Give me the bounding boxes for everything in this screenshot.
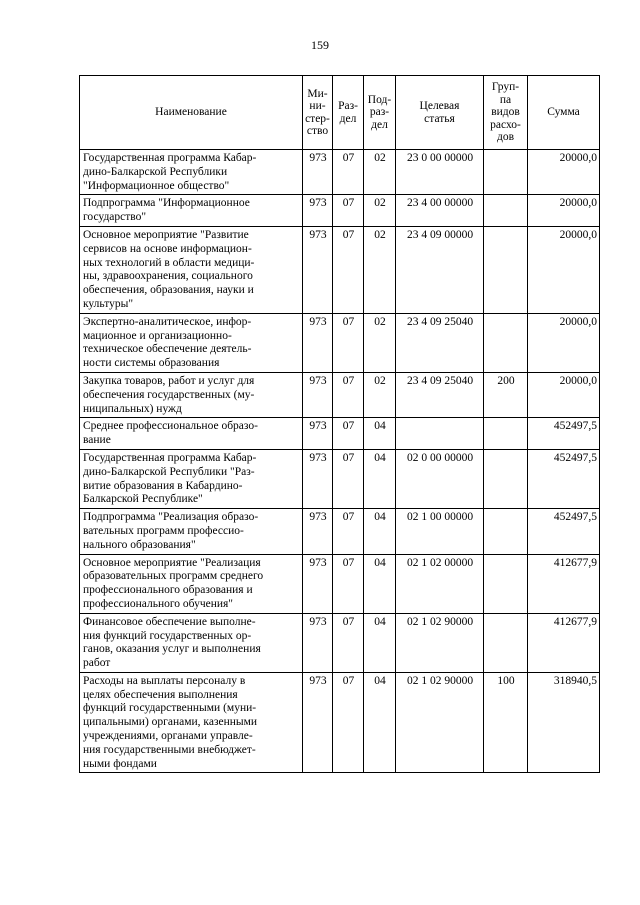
header-ministry [303, 76, 333, 150]
cell-podrazdel: 04 [364, 554, 396, 613]
cell-name-line: вательных программ профессио- [83, 524, 244, 537]
cell-name [80, 509, 303, 554]
header-line: па [499, 93, 512, 106]
header-line: ни- [309, 100, 326, 112]
cell-podrazdel: 02 [364, 372, 396, 417]
cell-name-line: профессионального обучения" [83, 597, 234, 610]
cell-name [80, 449, 303, 508]
header-line: дов [496, 131, 515, 144]
cell-name-line: сервисов на основе информацион- [83, 242, 252, 255]
cell-podrazdel: 04 [364, 418, 396, 450]
cell-name-line: Экспертно-аналитическое, инфор- [83, 315, 252, 328]
cell-sum: 412677,9 [528, 613, 600, 672]
cell-vid [484, 418, 528, 450]
cell-razdel: 07 [333, 195, 364, 227]
cell-name-line: ны, здравоохранения, социального [83, 270, 253, 283]
cell-ministry: 973 [303, 613, 333, 672]
cell-ministry: 973 [303, 554, 333, 613]
cell-podrazdel: 04 [364, 613, 396, 672]
table-row [80, 672, 600, 773]
header-line: видов [491, 106, 520, 119]
header-razdel [333, 76, 364, 150]
cell-vid [484, 509, 528, 554]
cell-name-line: техническое обеспечение деятель- [83, 343, 252, 356]
cell-sum: 20000,0 [528, 195, 600, 227]
cell-razdel: 07 [333, 150, 364, 195]
cell-name-line: государство" [83, 211, 147, 224]
cell-name-line: вание [83, 434, 111, 447]
cell-ministry: 973 [303, 509, 333, 554]
cell-name-line: ния государственными внебюджет- [83, 743, 256, 756]
cell-vid [484, 150, 528, 195]
cell-target: 02 1 00 00000 [396, 509, 484, 554]
header-line: ство [306, 125, 329, 137]
cell-name-line: Государственная программа Кабар- [83, 451, 257, 464]
cell-name-line: Государственная программа Кабар- [83, 152, 257, 164]
cell-vid [484, 195, 528, 227]
cell-ministry: 973 [303, 150, 333, 195]
header-line: дел [371, 118, 388, 131]
cell-razdel: 07 [333, 226, 364, 313]
cell-name-line: мационное и организационно- [83, 329, 232, 342]
cell-name-line: Среднее профессиональное образо- [83, 420, 258, 433]
cell-target: 23 4 09 25040 [396, 372, 484, 417]
cell-razdel: 07 [333, 449, 364, 508]
table-row [80, 449, 600, 508]
cell-sum: 20000,0 [528, 313, 600, 372]
header-line: стер- [305, 112, 330, 125]
cell-name [80, 554, 303, 613]
cell-target: 02 1 02 00000 [396, 554, 484, 613]
cell-target: 02 0 00 00000 [396, 449, 484, 508]
cell-podrazdel: 02 [364, 150, 396, 195]
cell-target: 23 4 09 00000 [396, 226, 484, 313]
table-row [80, 613, 600, 672]
header-sum: Сумма [528, 76, 600, 150]
cell-name-line: Расходы на выплаты персоналу в [83, 674, 246, 687]
cell-sum: 452497,5 [528, 509, 600, 554]
cell-name-line: дино-Балкарской Республики "Раз- [83, 465, 255, 478]
cell-name-line: Закупка товаров, работ и услуг для [83, 374, 255, 387]
cell-vid: 200 [484, 372, 528, 417]
cell-sum: 412677,9 [528, 554, 600, 613]
header-line: раз- [369, 106, 390, 119]
cell-name-line: Балкарской Республике" [83, 493, 203, 506]
cell-vid [484, 313, 528, 372]
table-row [80, 313, 600, 372]
cell-name [80, 672, 303, 773]
cell-sum: 318940,5 [528, 672, 600, 773]
cell-vid [484, 613, 528, 672]
cell-vid [484, 449, 528, 508]
cell-razdel: 07 [333, 613, 364, 672]
cell-name [80, 418, 303, 450]
cell-target: 02 1 02 90000 [396, 672, 484, 773]
cell-razdel: 07 [333, 554, 364, 613]
cell-name-line: ниципальных) нужд [83, 402, 182, 415]
table-row [80, 195, 600, 227]
cell-target: 23 0 00 00000 [396, 150, 484, 195]
cell-target [396, 418, 484, 450]
cell-name-line: целях обеспечения выполнения [83, 688, 238, 701]
cell-razdel: 07 [333, 509, 364, 554]
cell-sum: 452497,5 [528, 418, 600, 450]
cell-ministry: 973 [303, 226, 333, 313]
cell-name-line: ными фондами [83, 757, 157, 770]
cell-name-line: дино-Балкарской Республики [83, 165, 228, 178]
header-podrazdel [364, 76, 396, 150]
cell-name [80, 195, 303, 227]
table-row [80, 226, 600, 313]
cell-name-line: ния функций государственных ор- [83, 629, 252, 642]
cell-razdel: 07 [333, 372, 364, 417]
cell-sum: 452497,5 [528, 449, 600, 508]
cell-name [80, 313, 303, 372]
header-vid [484, 76, 528, 150]
table-row [80, 509, 600, 554]
cell-name [80, 226, 303, 313]
cell-podrazdel: 02 [364, 313, 396, 372]
cell-name-line: ных технологий в области медици- [83, 256, 255, 269]
header-name: Наименование [80, 76, 303, 150]
cell-ministry: 973 [303, 449, 333, 508]
cell-sum: 20000,0 [528, 226, 600, 313]
cell-podrazdel: 04 [364, 672, 396, 773]
cell-name-line: функций государственными (муни- [83, 702, 257, 715]
cell-razdel: 07 [333, 672, 364, 773]
cell-name-line: Подпрограмма "Информационное [83, 197, 250, 210]
header-line: Ми- [307, 87, 328, 100]
cell-name-line: обеспечения государственных (му- [83, 388, 255, 401]
cell-name-line: работ [83, 657, 111, 670]
table-body [80, 150, 600, 773]
table-row [80, 418, 600, 450]
cell-name-line: Основное мероприятие "Развитие [83, 228, 249, 241]
page-number: 159 [311, 38, 329, 52]
cell-ministry: 973 [303, 313, 333, 372]
cell-name [80, 150, 303, 195]
cell-vid [484, 226, 528, 313]
cell-podrazdel: 04 [364, 509, 396, 554]
table-row [80, 554, 600, 613]
budget-table [79, 75, 600, 773]
cell-razdel: 07 [333, 313, 364, 372]
header-line: статья [424, 112, 455, 125]
cell-name-line: образовательных программ среднего [83, 570, 264, 583]
cell-sum: 20000,0 [528, 372, 600, 417]
cell-vid [484, 554, 528, 613]
cell-ministry: 973 [303, 195, 333, 227]
header-line: Груп- [491, 81, 520, 94]
cell-podrazdel: 02 [364, 226, 396, 313]
header-line: расхо- [490, 118, 521, 131]
cell-podrazdel: 02 [364, 195, 396, 227]
cell-name [80, 372, 303, 417]
cell-name-line: ности системы образования [83, 357, 220, 370]
table-row [80, 150, 600, 195]
cell-name-line: "Информационное общество" [83, 179, 230, 192]
cell-target: 23 4 00 00000 [396, 195, 484, 227]
cell-name-line: профессионального образования и [83, 584, 253, 597]
cell-name-line: культуры" [83, 297, 134, 310]
cell-name-line: Финансовое обеспечение выполне- [83, 615, 256, 628]
cell-name-line: нального образования" [83, 538, 196, 551]
cell-ministry: 973 [303, 672, 333, 773]
table-row [80, 372, 600, 417]
cell-name-line: обеспечения, образования, науки и [83, 284, 254, 297]
cell-vid: 100 [484, 672, 528, 773]
cell-name-line: витие образования в Кабардино- [83, 479, 243, 492]
header-target [396, 76, 484, 150]
cell-target: 23 4 09 25040 [396, 313, 484, 372]
cell-name-line: Подпрограмма "Реализация образо- [83, 511, 259, 524]
cell-ministry: 973 [303, 372, 333, 417]
table-header-row [80, 76, 600, 150]
header-line: Целевая [419, 100, 460, 112]
cell-sum: 20000,0 [528, 150, 600, 195]
cell-ministry: 973 [303, 418, 333, 450]
header-line: Под- [367, 93, 392, 106]
cell-name-line: ганов, оказания услуг и выполнения [83, 643, 261, 656]
cell-podrazdel: 04 [364, 449, 396, 508]
cell-razdel: 07 [333, 418, 364, 450]
header-line: дел [339, 112, 357, 125]
cell-target: 02 1 02 90000 [396, 613, 484, 672]
cell-name-line: ципальными) органами, казенными [83, 716, 258, 729]
header-line: Раз- [338, 100, 358, 112]
cell-name-line: Основное мероприятие "Реализация [83, 556, 261, 569]
cell-name [80, 613, 303, 672]
cell-name-line: учреждениями, органами управле- [83, 730, 253, 743]
